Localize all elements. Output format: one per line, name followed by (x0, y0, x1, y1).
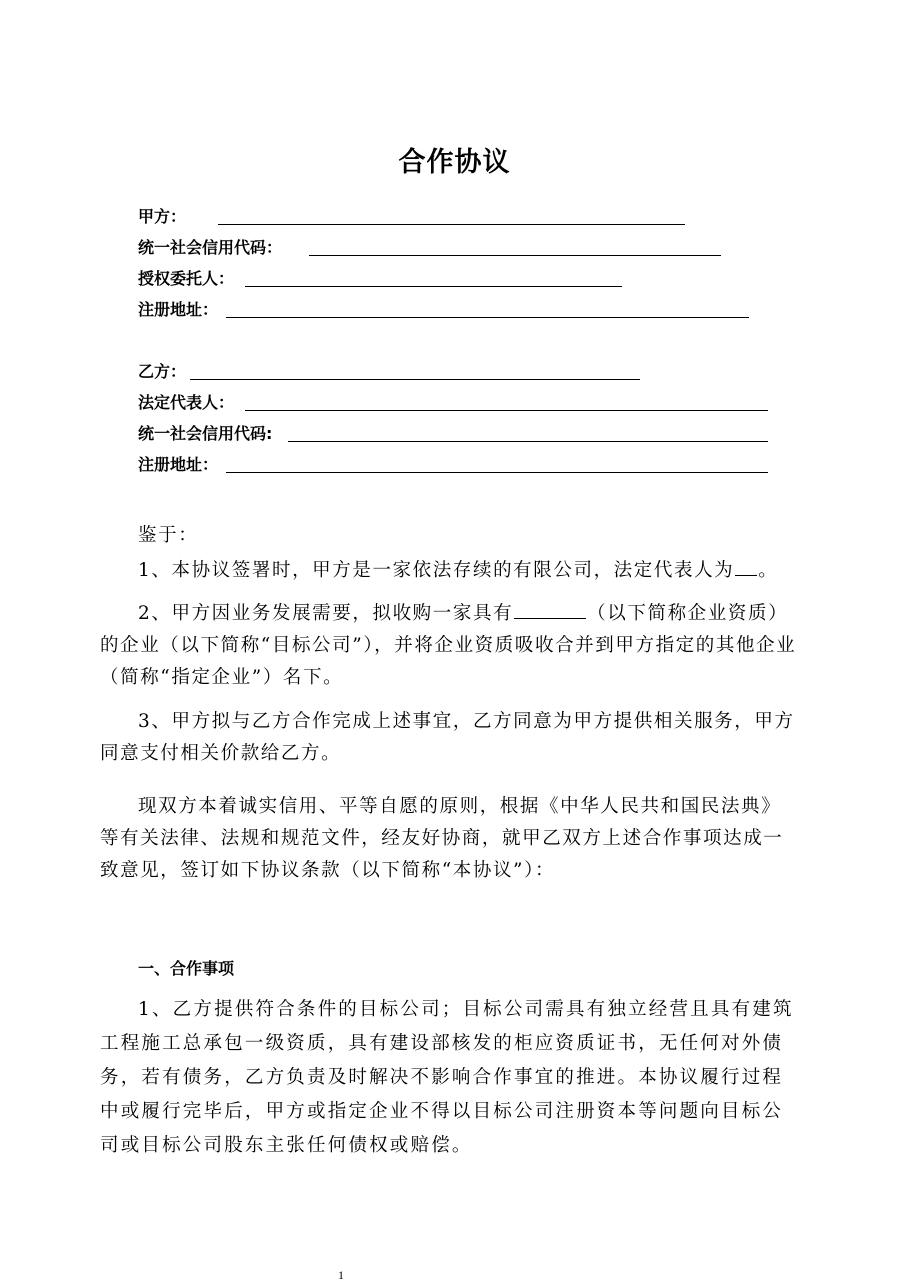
recitals-intro: 鉴于： (138, 525, 199, 546)
recital-item-1-text: 1、本协议签署时，甲方是一家依法存续的有限公司，法定代表人为 (138, 560, 735, 581)
qualification-blank (514, 617, 586, 619)
party-a-credit-code-label: 统一社会信用代码： (138, 238, 283, 257)
party-b-legal-rep-field (138, 391, 778, 415)
section-1-heading: 一、合作事项 (138, 959, 235, 978)
party-a-name-label: 甲方： (138, 207, 187, 226)
page-number: 1 (338, 1268, 344, 1282)
party-b-address-label: 注册地址： (138, 455, 219, 474)
party-a-address-blank (226, 317, 749, 318)
party-a-agent-blank (245, 286, 622, 287)
party-a-credit-code-field (138, 236, 738, 260)
party-b-name-blank (190, 379, 640, 380)
party-b-address-field (138, 453, 778, 477)
party-a-name-field (138, 205, 698, 229)
party-b-credit-code-label: 统一社会信用代码: (138, 424, 273, 443)
party-a-name-blank (218, 224, 685, 225)
basis-paragraph: 现双方本着诚实信用、平等自愿的原则，根据《中华人民共和国民法典》等有关法律、法规和规范文件，经友好协商，就甲乙双方上述合作事项达成一致意见，签订如下协议条款（以下简称“本协议”）： (100, 796, 784, 881)
party-a-credit-code-blank (309, 255, 721, 256)
recital-item-2-text: 2、甲方因业务发展需要，拟收购一家具有 (138, 603, 514, 624)
recital-item-2 (100, 598, 800, 694)
section-1-clause-1: 1、乙方提供符合条件的目标公司；目标公司需具有独立经营且具有建筑工程施工总承包一级资质，具有建设部核发的柜应资质证书，无任何对外债务，若有债务，乙方负责及时解决不影响合作事宜的推进。本协议履行过程中或履行完毕后，甲方或指定企业不得以目标公司注册资本等问题向目标公司或目标公司股东主张任何债权或赔偿。 (100, 999, 794, 1156)
party-b-name-label: 乙方： (138, 362, 187, 381)
party-b-legal-rep-blank (245, 410, 768, 411)
recital-item-1-end: 。 (758, 560, 779, 581)
document-title: 合作协议 (398, 147, 511, 178)
party-b-name-field (138, 360, 658, 384)
party-b-credit-code-field (138, 422, 778, 446)
recital-item-1 (100, 555, 800, 587)
party-b-legal-rep-label: 法定代表人： (138, 393, 235, 412)
party-b-address-blank (226, 472, 768, 473)
party-a-agent-label: 授权委托人： (138, 269, 235, 288)
party-b-credit-code-blank (288, 441, 768, 442)
legal-rep-blank (735, 574, 757, 576)
party-a-address-label: 注册地址： (138, 300, 219, 319)
party-a-agent-field (138, 267, 638, 291)
recital-item-3: 3、甲方拟与乙方合作完成上述事宜，乙方同意为甲方提供相关服务，甲方同意支付相关价款给乙方。 (100, 711, 795, 764)
recital-item-2-rest: （以下简称企业资质）的企业（以下简称“目标公司”），并将企业资质吸收合并到甲方指定的其他企业（简称“指定企业”）名下。 (100, 603, 797, 688)
party-a-address-field (138, 298, 758, 322)
